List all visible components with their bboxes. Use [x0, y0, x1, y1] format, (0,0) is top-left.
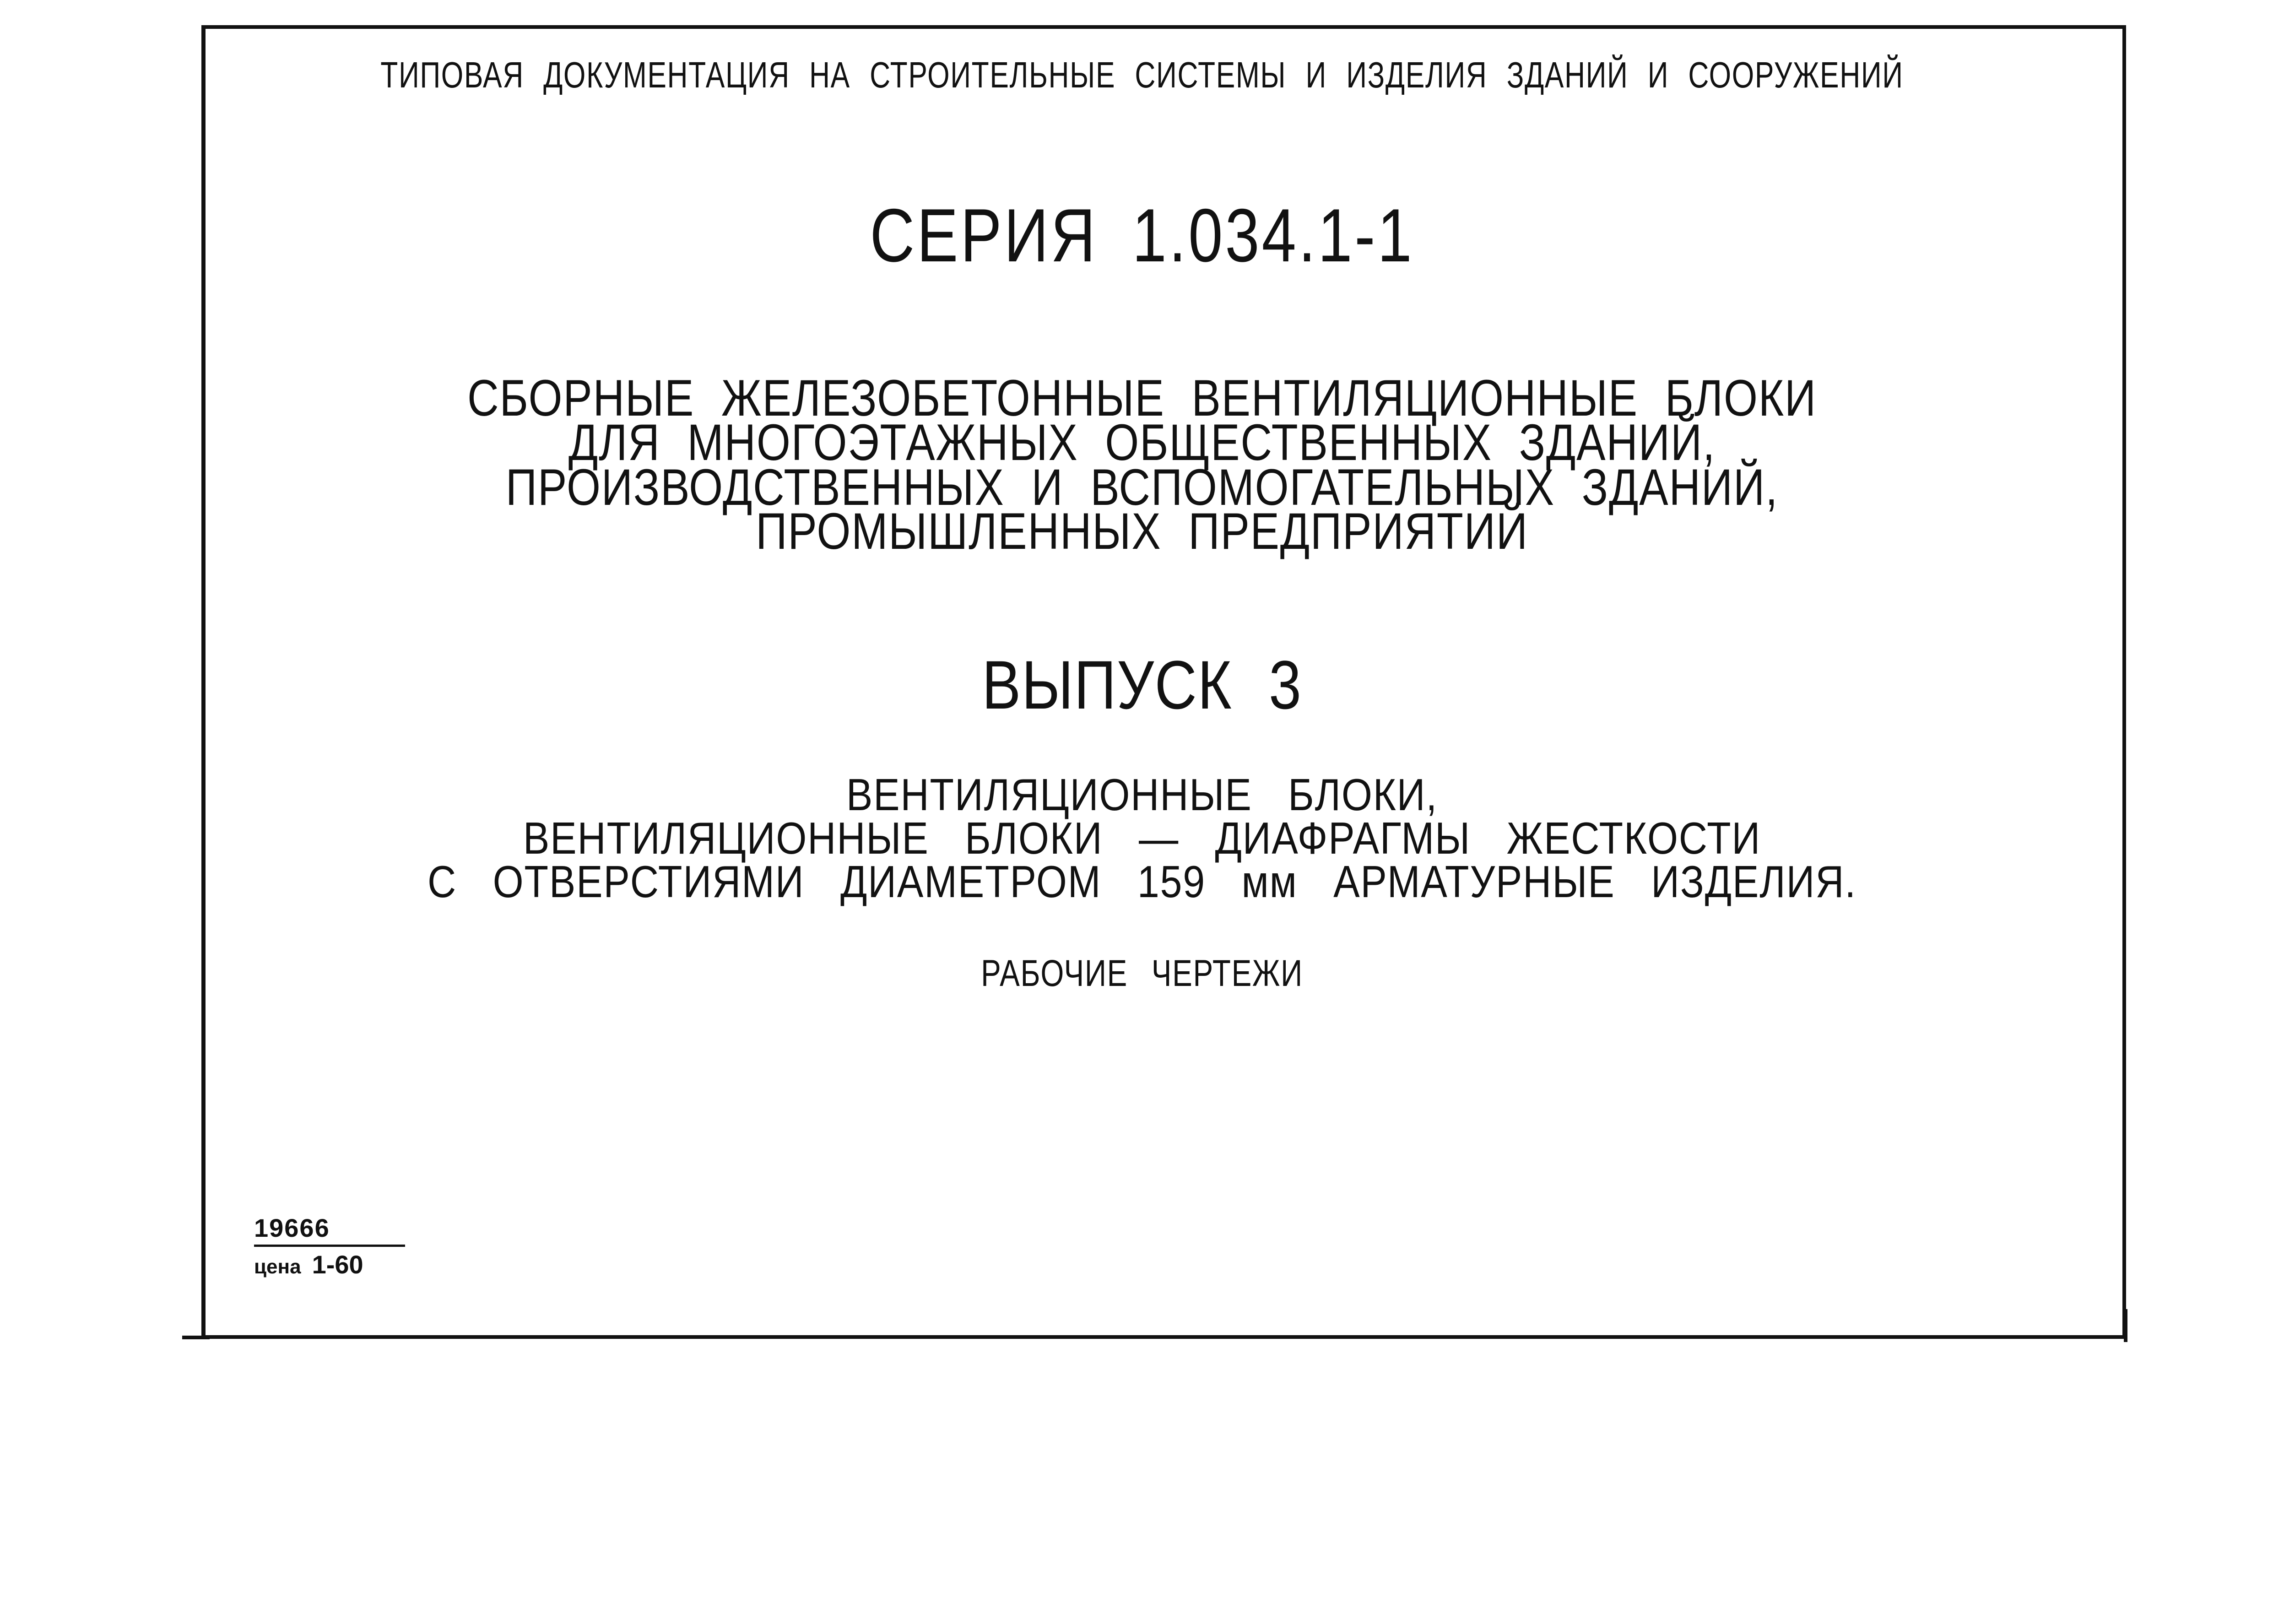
frame-stub-right	[2124, 1309, 2127, 1342]
title-line-1: СБОРНЫЕ ЖЕЛЕЗОБЕТОННЫЕ ВЕНТИЛЯЦИОННЫЕ БЛОКИ	[467, 369, 1817, 427]
title-line-3: ПРОИЗВОДСТВЕННЫХ И ВСПОМОГАТЕЛЬНЫХ ЗДАНИЙ,	[505, 459, 1779, 516]
title-line-2: ДЛЯ МНОГОЭТАЖНЫХ ОБЩЕСТВЕННЫХ ЗДАНИЙ,	[568, 414, 1716, 471]
stamp-price	[254, 1250, 410, 1279]
price-stamp	[254, 1213, 410, 1279]
issue-title: ВЫПУСК 3	[982, 646, 1302, 723]
contents-line-3: С ОТВЕРСТИЯМИ ДИАМЕТРОМ 159 мм АРМАТУРНЫЕ ИЗДЕЛИЯ.	[428, 856, 1856, 907]
price-value: 1-60	[312, 1250, 363, 1279]
top-heading: ТИПОВАЯ ДОКУМЕНТАЦИЯ НА СТРОИТЕЛЬНЫЕ СИСТЕМЫ И ИЗДЕЛИЯ ЗДАНИЙ И СООРУЖЕНИЙ	[380, 54, 1904, 95]
contents-line-2: ВЕНТИЛЯЦИОННЫЕ БЛОКИ — ДИАФРАГМЫ ЖЕСТКОСТИ	[523, 813, 1761, 863]
series-title: СЕРИЯ 1.034.1-1	[870, 193, 1414, 277]
frame-stub-left	[182, 1336, 210, 1339]
stamp-number: 19666	[254, 1213, 405, 1247]
price-label: цена	[254, 1256, 301, 1278]
title-line-4: ПРОМЫШЛЕННЫХ ПРЕДПРИЯТИЙ	[756, 503, 1528, 560]
contents-line-1: ВЕНТИЛЯЦИОННЫЕ БЛОКИ,	[846, 769, 1438, 820]
drawings-label: РАБОЧИЕ ЧЕРТЕЖИ	[981, 953, 1303, 994]
